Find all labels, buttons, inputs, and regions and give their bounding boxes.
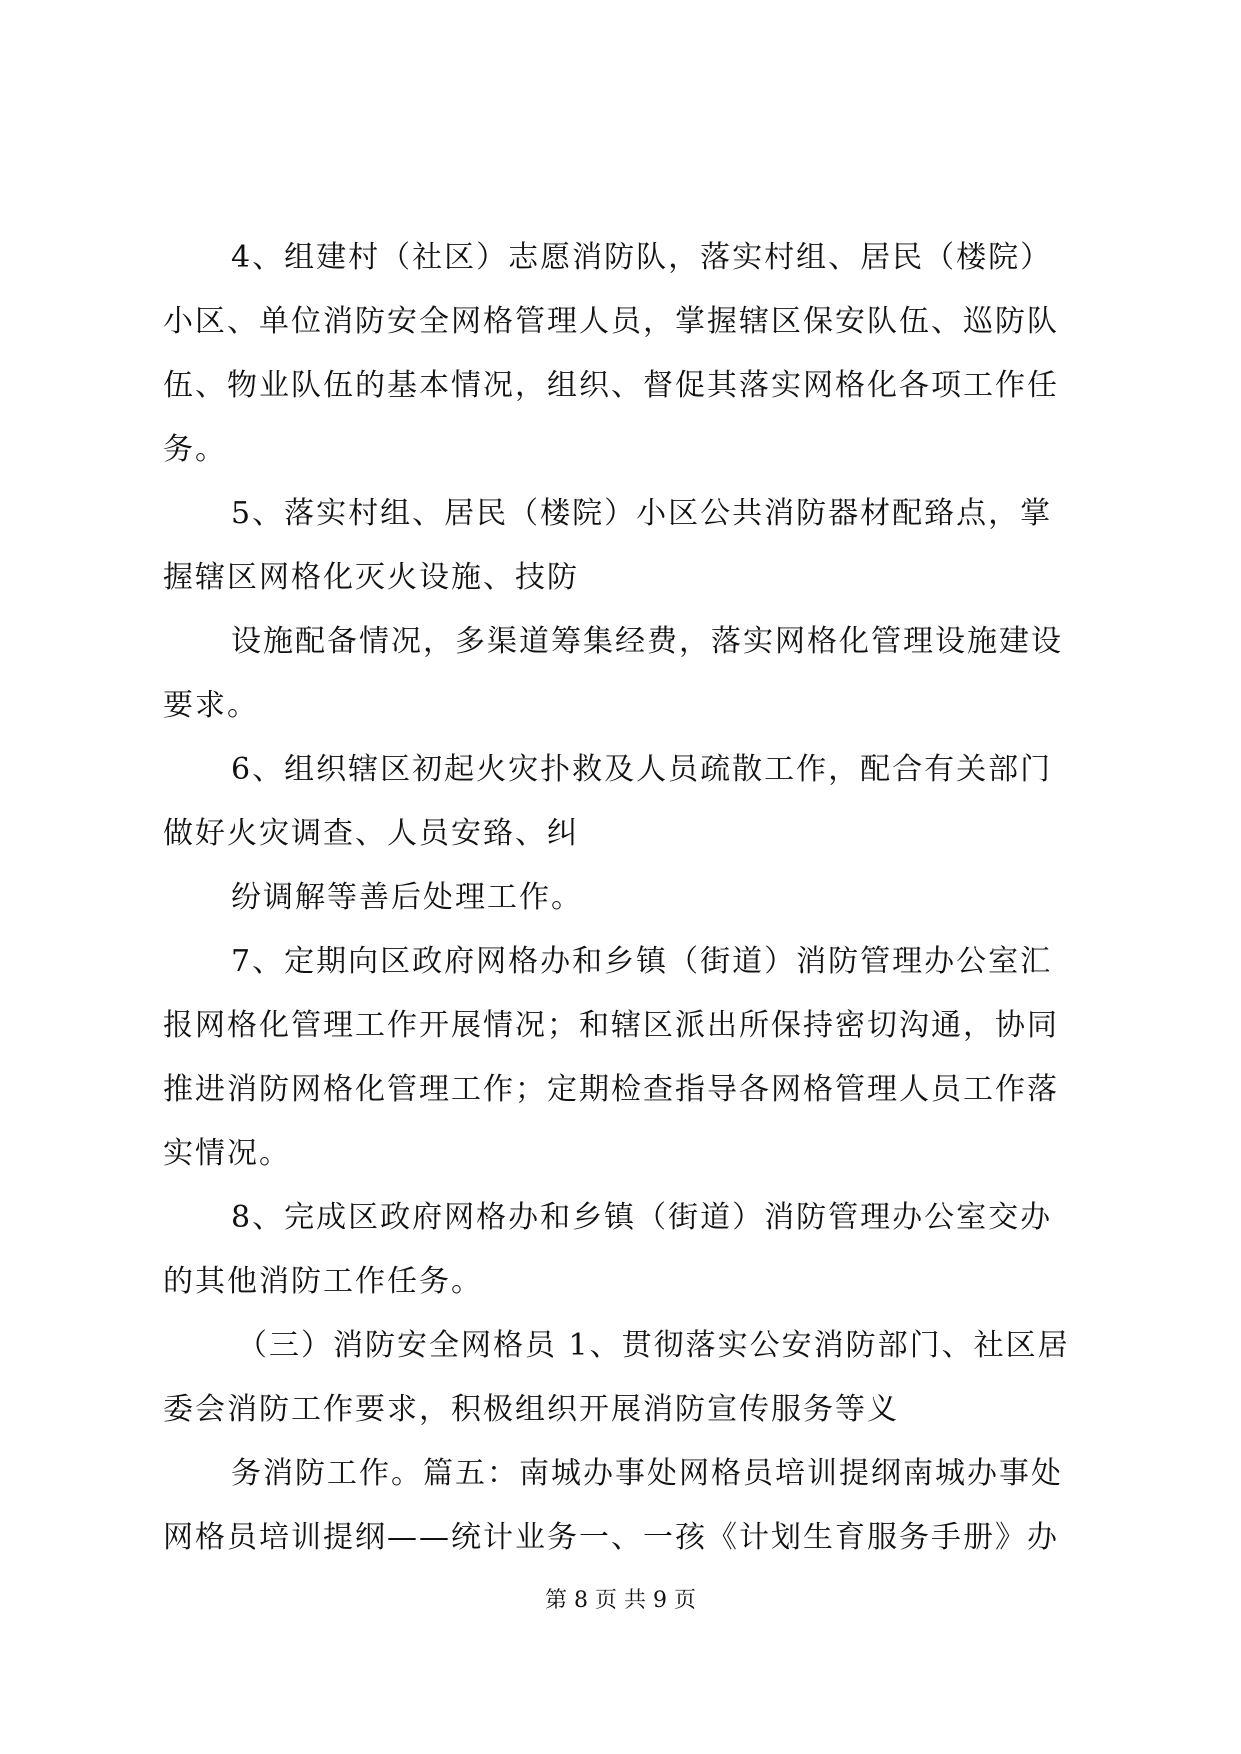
- text-line: 设施配备情况，多渠道筹集经费，落实网格化管理设施建设: [231, 624, 1063, 659]
- text-line: 纷调解等善后处理工作。: [231, 880, 583, 915]
- text-line: 网格员培训提纲——统计业务一、一孩《计划生育服务手册》办: [163, 1520, 1059, 1555]
- text-line: 务。: [163, 432, 227, 467]
- text-line: 8、完成区政府网格办和乡镇（街道）消防管理办公室交办: [231, 1200, 1053, 1235]
- text-line: 推进消防网格化管理工作；定期检查指导各网格管理人员工作落: [163, 1072, 1059, 1107]
- text-line: 的其他消防工作任务。: [163, 1264, 483, 1299]
- text-line: 实情况。: [163, 1136, 291, 1171]
- text-line: （三）消防安全网格员 1、贯彻落实公安消防部门、社区居: [237, 1328, 1070, 1363]
- text-line: 小区、单位消防安全网格管理人员，掌握辖区保安队伍、巡防队: [163, 304, 1059, 339]
- text-line: 做好火灾调查、人员安臵、纠: [163, 816, 579, 851]
- text-line: 报网格化管理工作开展情况；和辖区派出所保持密切沟通，协同: [163, 1008, 1059, 1043]
- text-line: 伍、物业队伍的基本情况，组织、督促其落实网格化各项工作任: [163, 368, 1059, 403]
- text-line: 委会消防工作要求，积极组织开展消防宣传服务等义: [163, 1392, 899, 1427]
- text-line: 握辖区网格化灭火设施、技防: [163, 560, 579, 595]
- text-line: 7、定期向区政府网格办和乡镇（街道）消防管理办公室汇: [231, 944, 1053, 979]
- text-line: 要求。: [163, 688, 259, 723]
- text-line: 务消防工作。篇五：南城办事处网格员培训提纲南城办事处: [231, 1456, 1063, 1491]
- document-body: [163, 226, 1078, 1570]
- text-line: 4、组建村（社区）志愿消防队，落实村组、居民（楼院）: [231, 240, 1053, 275]
- text-line: 5、落实村组、居民（楼院）小区公共消防器材配臵点，掌: [231, 496, 1053, 531]
- text-line: 6、组织辖区初起火灾扑救及人员疏散工作，配合有关部门: [231, 752, 1053, 787]
- page-number-footer: 第 8 页 共 9 页: [545, 1588, 696, 1613]
